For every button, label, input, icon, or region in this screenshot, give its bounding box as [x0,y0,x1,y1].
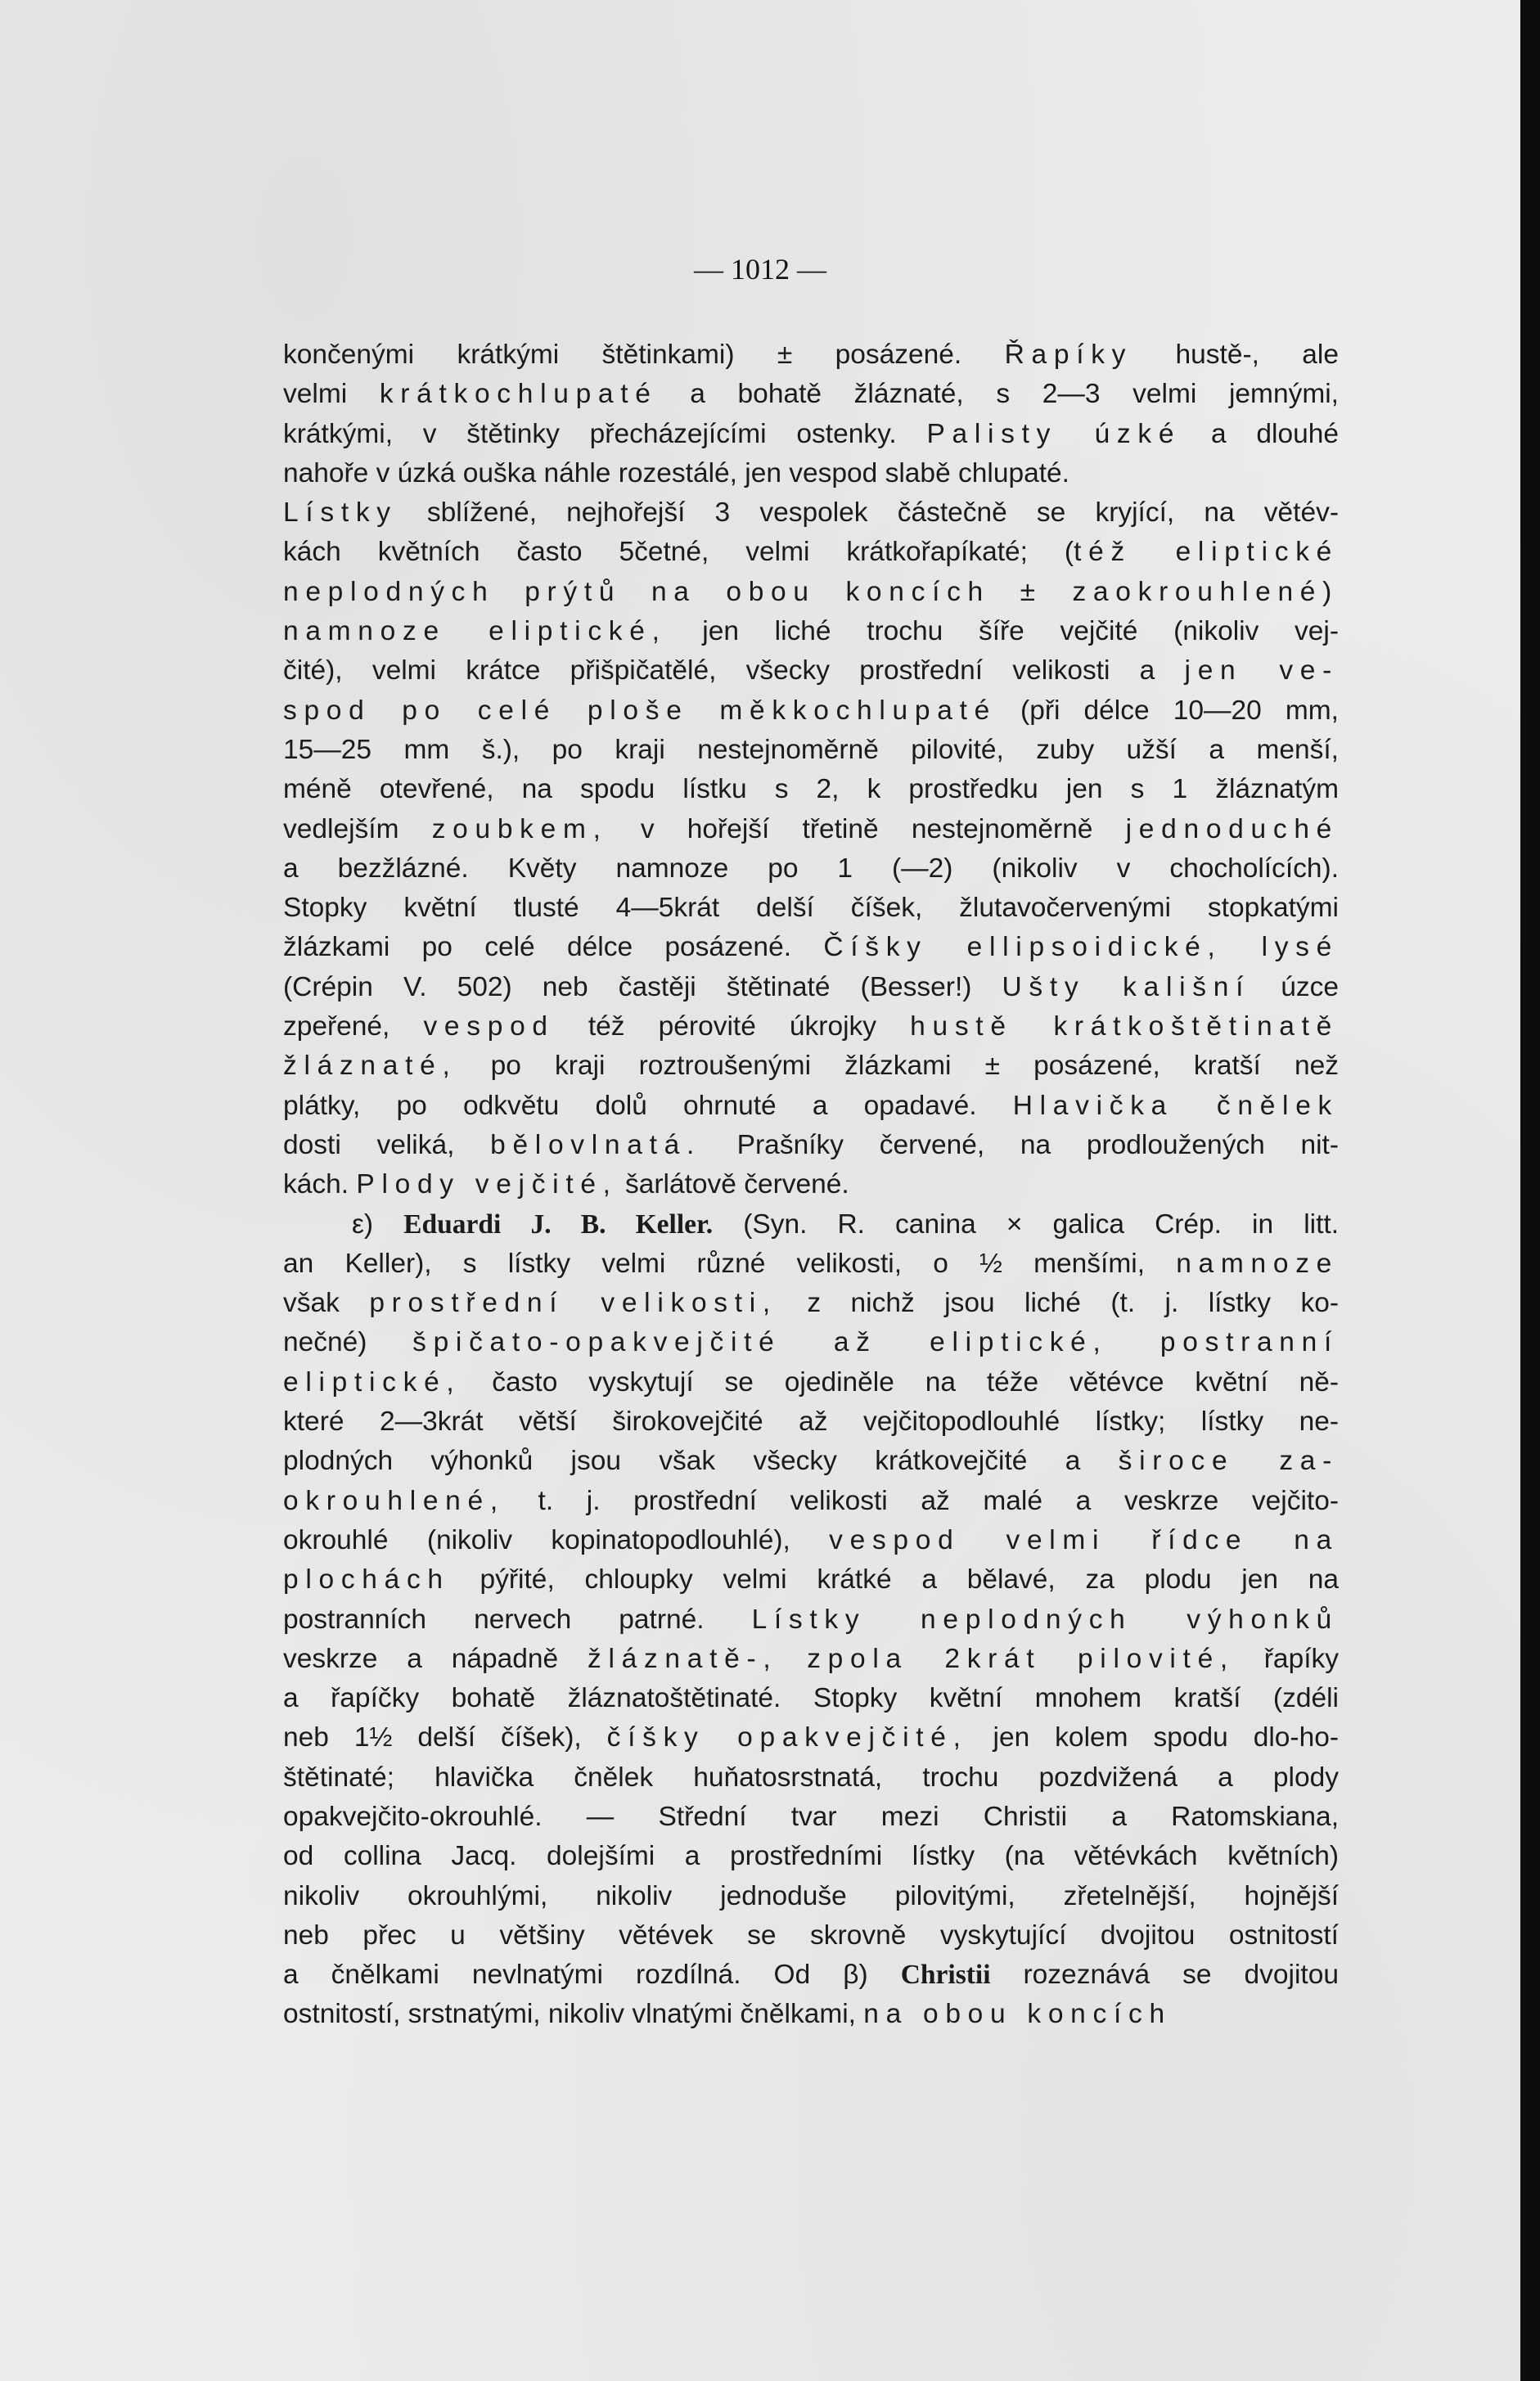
spaced-emphasis-text: Řapíky [1004,340,1133,370]
spaced-emphasis-text: číšky opakvejčité, [606,1722,968,1753]
text-line [283,1363,1339,1402]
text-run: neb 1½ delší číšek), [283,1722,607,1753]
spaced-emphasis-text: eliptické, [283,1366,462,1398]
text-line [283,810,1339,849]
text-line [283,1600,1339,1640]
text-run: hustě-, ale [1132,340,1339,370]
text-run: štětinaté; hlavička čnělek huňatosrstnatá, trochu pozdvižená a plody [283,1762,1339,1793]
text-run: jen liché trochu šíře vejčité (nikoliv vej- [666,616,1339,647]
text-run: ε) [352,1209,404,1240]
text-line [283,928,1339,967]
text-line [283,1758,1339,1798]
spaced-emphasis-text: krátkochlupaté [379,379,658,410]
spaced-emphasis-text: jednoduché [1125,813,1339,844]
text-run: postranních nervech patrné. [283,1604,752,1635]
text-run: a řapíčky bohatě žláznatoštětinaté. Stopky květní mnohem kratší (zdéli [283,1683,1339,1714]
text-line [283,651,1339,691]
text-run: a dlouhé [1181,418,1339,449]
spaced-emphasis-text: spod po celé ploše měkkochlupaté [283,695,997,726]
text-line [283,1956,1339,1995]
spaced-emphasis-text: jen ve- [1184,655,1339,686]
text-run: úzce [1250,971,1339,1002]
text-run: po kraji roztroušenými žlázkami ± posázené, kratší než [457,1051,1339,1082]
text-run: ostnitostí, srstnatými, nikoliv vlnatými čnělkami, [283,1999,864,2030]
spaced-emphasis-text: Palisty úzké [926,418,1182,449]
spaced-emphasis-text: vespod velmi řídce na [829,1524,1339,1555]
text-run: opakvejčito-okrouhlé. — Střední tvar mezi Christii a Ratomskiana, [283,1801,1339,1832]
text-line [283,1245,1339,1284]
text-run: čité), velmi krátce přišpičatělé, všecky prostřední velikosti a [283,655,1185,686]
spaced-emphasis-text: okrouhlené, [283,1485,505,1516]
text-line [283,1087,1339,1126]
text-run: okrouhlé (nikoliv kopinatopodlouhlé), [283,1524,830,1555]
text-run: zpeřené, [283,1011,424,1042]
scan-edge [1520,0,1540,2381]
text-run: méně otevřené, na spodu lístku s 2, k prostředku jen s 1 žláznatým [283,774,1339,805]
text-run: kách. [283,1169,357,1200]
spaced-emphasis-text: špičato-opakvejčité až eliptické, postranní [412,1327,1339,1358]
text-run: od collina Jacq. dolejšími a prostředními lístky (na větévkách květních) [283,1841,1339,1872]
spaced-emphasis-text: Číšky ellipsoidické, lysé [823,932,1339,963]
text-run: z nichž jsou liché (t. j. lístky ko- [777,1288,1339,1319]
text-run: 15—25 mm š.), po kraji nestejnoměrně pilovité, zuby užší a menší, [283,734,1339,765]
text-line [283,1205,1339,1245]
text-line [283,493,1339,533]
text-run: (Syn. R. canina × galica Crép. in litt. [713,1209,1340,1240]
spaced-emphasis-text: Hlavička čnělek [1012,1090,1339,1121]
bold-name-text: Eduardi J. B. Keller. [403,1209,714,1240]
spaced-emphasis-text: též eliptické [1074,537,1339,568]
text-line [283,691,1339,731]
text-line [283,849,1339,889]
text-run: v hořejší třetině nestejnoměrně [607,813,1126,844]
text-line [283,1284,1339,1323]
spaced-emphasis-text: široce za- [1118,1446,1339,1477]
text-run: dosti veliká, [283,1129,491,1160]
text-run: rozeznává se dvojitou [990,1960,1339,1991]
spaced-emphasis-text: vespod [423,1011,555,1042]
spaced-emphasis-text: Plody vejčité, [356,1169,618,1200]
text-run: však [283,1288,370,1319]
spaced-emphasis-text: žláznaté, [283,1051,457,1082]
spaced-emphasis-text: namnoze eliptické, [283,616,667,647]
text-run: a bezžlázné. Květy namnoze po 1 (—2) (nikoliv v chocholících). [283,853,1339,884]
text-line [283,1877,1339,1916]
body-text [283,335,1339,2035]
text-run: které 2—3krát větší širokovejčité až vejčitopodlouhlé lístky; lístky ne- [283,1407,1339,1438]
text-line [283,573,1339,612]
text-run: řapíky [1234,1643,1340,1674]
text-run: (při délce 10—20 mm, [996,695,1339,726]
text-line [283,1482,1339,1521]
text-line [283,1798,1339,1837]
text-line [283,1679,1339,1718]
text-line [283,889,1339,928]
text-line [283,1640,1339,1679]
text-run: pýřité, chloupky velmi krátké a bělavé, za plodu jen na [449,1564,1339,1596]
text-line [283,612,1339,651]
text-run: často vyskytují se ojediněle na téže větévce květní ně- [461,1366,1339,1398]
spaced-emphasis-text: zpola 2krát pilovité, [807,1643,1235,1674]
text-line [283,1837,1339,1876]
text-run: nikoliv okrouhlými, nikoliv jednoduše pilovitými, zřetelnější, hojnější [283,1880,1339,1911]
text-run: kách květních často 5četné, velmi krátkořapíkaté; ( [283,537,1074,568]
text-run: též pérovité úkrojky [554,1011,911,1042]
text-line [283,731,1339,770]
text-line [283,533,1339,572]
spaced-emphasis-text: namnoze [1176,1248,1339,1279]
text-run: a čnělkami nevlnatými rozdílná. Od β) [283,1960,901,1991]
text-run: Prašníky červené, na prodloužených nit- [700,1129,1339,1160]
text-line [283,1718,1339,1758]
page-number: — 1012 — [694,253,826,286]
text-run: vedlejším [283,813,432,844]
spaced-emphasis-text: zoubkem, [431,813,608,844]
text-line [283,454,1339,493]
text-line [283,1560,1339,1600]
text-run: veskrze a nápadně [283,1643,588,1674]
text-run: nečné) [283,1327,413,1358]
text-run: sblížené, nejhořejší 3 vespolek částečně se kryjící, na větév- [397,497,1339,529]
text-run: an Keller), s lístky velmi různé velikosti, o ½ menšími, [283,1248,1177,1279]
text-line [283,415,1339,454]
text-line [283,1442,1339,1481]
text-line [283,1323,1339,1362]
spaced-emphasis-text: hustě krátkoštětinatě [910,1011,1339,1042]
text-run: neb přec u většiny větévek se skrovně vyskytující dvojitou ostnitostí [283,1920,1339,1951]
text-run: plodných výhonků jsou však všecky krátkovejčité a [283,1446,1119,1477]
spaced-emphasis-text: neplodných prýtů na obou koncích ± zaokrouhlené) [283,576,1339,607]
text-run: žlázkami po celé délce posázené. [283,932,824,963]
text-line [283,968,1339,1007]
spaced-emphasis-text: Lístky [283,497,398,529]
text-line [283,1916,1339,1956]
spaced-emphasis-text: prostřední velikosti, [369,1288,777,1319]
spaced-emphasis-text: bělovlnatá. [490,1129,701,1160]
text-run [777,1644,807,1674]
text-line [283,770,1339,809]
text-line [283,1046,1339,1086]
text-run: (Crépin V. 502) neb častěji štětinaté (Besser!) [283,971,1002,1002]
spaced-emphasis-text: plochách [283,1564,450,1596]
text-run: plátky, po odkvětu dolů ohrnuté a opadavé. [283,1090,1013,1121]
text-run: a bohatě žláznaté, s 2—3 velmi jemnými, [657,379,1339,410]
text-line [283,1165,1339,1204]
text-line [283,1521,1339,1560]
text-line [283,1007,1339,1046]
text-line [283,1995,1339,2034]
spaced-emphasis-text: Lístky neplodných výhonků [751,1604,1339,1635]
spaced-emphasis-text: na obou koncích [863,1999,1172,2030]
text-line [283,375,1339,414]
text-run: velmi [283,379,380,410]
text-run: Stopky květní tlusté 4—5krát delší číšek, žlutavočervenými stopkatými [283,893,1339,924]
text-run: krátkými, v štětinky přecházejícími ostenky. [283,418,927,449]
bold-name-text: Christii [900,1960,991,1991]
spaced-emphasis-text: Ušty kališní [1002,971,1251,1002]
text-run: t. j. prostřední velikosti až malé a veskrze vejčito- [504,1485,1339,1516]
text-run: končenými krátkými štětinkami) ± posázené. [283,340,1005,370]
text-line [283,1126,1339,1165]
text-run: jen kolem spodu dlo-ho- [967,1722,1339,1753]
text-line [283,335,1339,375]
spaced-emphasis-text: žláznatě-, [588,1643,778,1674]
text-line [283,1402,1339,1442]
text-run: nahoře v úzká ouška náhle rozestálé, jen vespod slabě chlupaté. [283,457,1069,488]
text-run: šarlátově červené. [617,1169,849,1200]
